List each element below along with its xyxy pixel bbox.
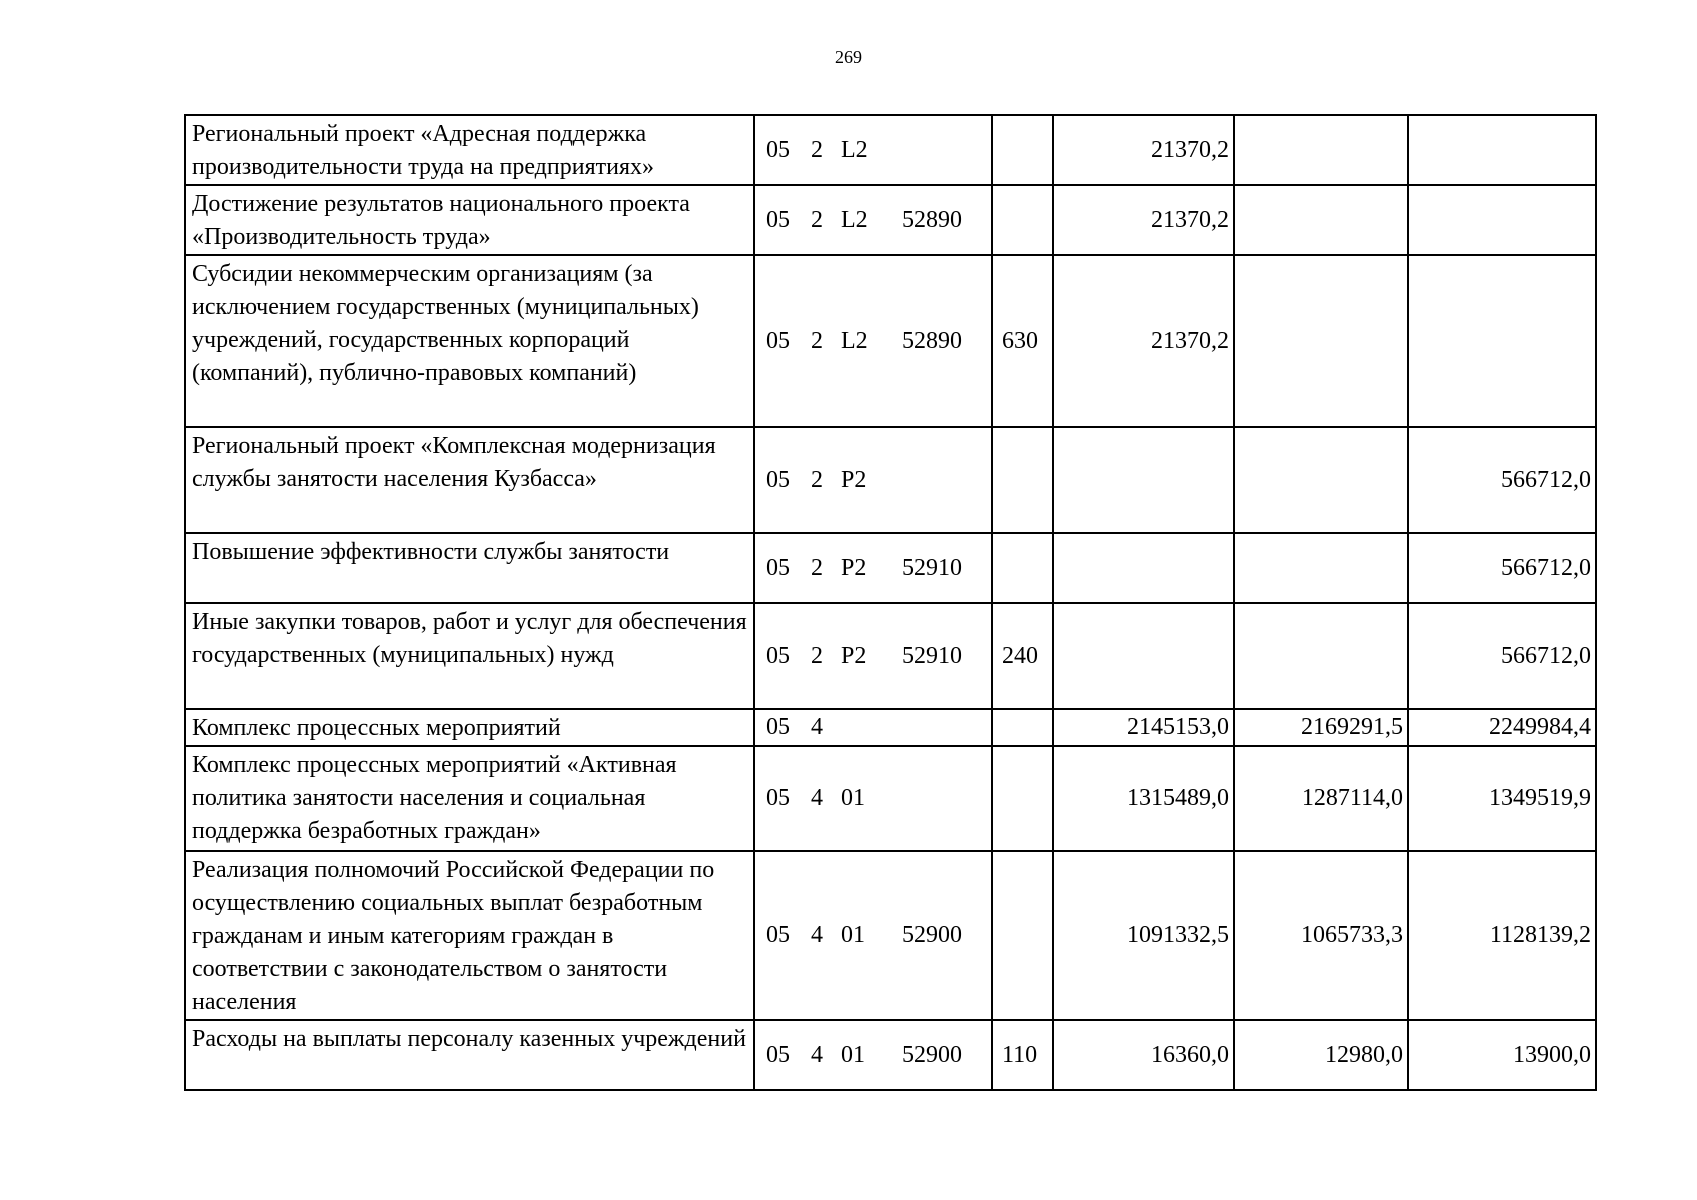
table-row <box>185 603 1596 709</box>
code-part: 05 <box>766 922 790 948</box>
code-part: 52900 <box>902 1041 962 1068</box>
row-value-2: 1287114,0 <box>1234 746 1408 851</box>
row-value-2 <box>1234 185 1408 255</box>
row-value-2 <box>1234 533 1408 603</box>
code-part: 2 <box>811 642 823 669</box>
table-row <box>185 185 1596 255</box>
row-value-3: 1349519,9 <box>1408 746 1596 851</box>
code-part: 4 <box>811 785 823 811</box>
code-part: 2 <box>811 466 823 493</box>
row-expense-type <box>992 851 1053 1020</box>
table-row <box>185 851 1596 1020</box>
row-value-1: 21370,2 <box>1053 255 1234 427</box>
code-part: 4 <box>811 714 823 740</box>
code-part: 2 <box>811 554 823 581</box>
row-code <box>754 255 992 427</box>
table-row <box>185 1020 1596 1090</box>
budget-table <box>184 114 1597 1091</box>
code-part: 01 <box>841 1041 865 1068</box>
code-part: 05 <box>766 785 790 811</box>
row-code <box>754 603 992 709</box>
row-code <box>754 427 992 533</box>
code-part: 01 <box>841 922 865 948</box>
code-part: P2 <box>841 554 867 581</box>
row-name: Комплекс процессных мероприятий <box>185 709 754 746</box>
code-part: L2 <box>841 206 868 233</box>
row-value-1: 16360,0 <box>1053 1020 1234 1090</box>
code-part: 4 <box>811 922 823 948</box>
code-part: 52900 <box>902 922 962 948</box>
row-code <box>754 746 992 851</box>
row-value-3 <box>1408 185 1596 255</box>
code-part: 05 <box>766 714 790 740</box>
row-value-1: 2145153,0 <box>1053 709 1234 746</box>
row-expense-type <box>992 709 1053 746</box>
row-name: Расходы на выплаты персоналу казенных учреждений <box>185 1020 754 1090</box>
row-code <box>754 1020 992 1090</box>
row-value-2: 2169291,5 <box>1234 709 1408 746</box>
code-part: 2 <box>811 327 823 354</box>
row-expense-type <box>992 533 1053 603</box>
code-part: 52890 <box>902 327 962 354</box>
row-name: Иные закупки товаров, работ и услуг для обеспечения государственных (муниципальных) нужд <box>185 603 754 709</box>
row-value-3: 2249984,4 <box>1408 709 1596 746</box>
row-value-2: 1065733,3 <box>1234 851 1408 1020</box>
code-part: P2 <box>841 466 867 493</box>
code-part: L2 <box>841 136 868 163</box>
row-expense-type: 630 <box>992 255 1053 427</box>
row-name: Комплекс процессных мероприятий «Активная политика занятости населения и социальная поддержка безработных граждан» <box>185 746 754 851</box>
row-code <box>754 851 992 1020</box>
code-part: 4 <box>811 1041 823 1068</box>
row-value-2: 12980,0 <box>1234 1020 1408 1090</box>
row-code <box>754 185 992 255</box>
table-row <box>185 746 1596 851</box>
code-part: 52910 <box>902 642 962 669</box>
page-number: 269 <box>835 47 862 67</box>
row-code <box>754 533 992 603</box>
code-part: L2 <box>841 327 868 354</box>
code-part: 2 <box>811 136 823 163</box>
row-name: Реализация полномочий Российской Федерации по осуществлению социальных выплат безработным гражданам и иным категориям граждан в соответствии с законодательством о занятости населения <box>185 851 754 1020</box>
table-row <box>185 255 1596 427</box>
row-expense-type <box>992 746 1053 851</box>
row-expense-type: 240 <box>992 603 1053 709</box>
code-part: 2 <box>811 206 823 233</box>
row-code <box>754 709 992 746</box>
code-part: 05 <box>766 206 790 233</box>
row-value-1 <box>1053 533 1234 603</box>
row-value-2 <box>1234 255 1408 427</box>
row-name: Достижение результатов национального проекта «Производительность труда» <box>185 185 754 255</box>
row-name: Субсидии некоммерческим организациям (за исключением государственных (муниципальных) учреждений, государственных корпораций (компаний), публично-правовых компаний) <box>185 255 754 427</box>
row-expense-type <box>992 185 1053 255</box>
row-value-3: 566712,0 <box>1408 533 1596 603</box>
row-name: Повышение эффективности службы занятости <box>185 533 754 603</box>
table-row <box>185 533 1596 603</box>
code-part: 52890 <box>902 206 962 233</box>
row-value-1: 1315489,0 <box>1053 746 1234 851</box>
row-name: Региональный проект «Адресная поддержка производительности труда на предприятиях» <box>185 115 754 185</box>
code-part: 52910 <box>902 554 962 581</box>
row-code <box>754 115 992 185</box>
row-name: Региональный проект «Комплексная модернизация службы занятости населения Кузбасса» <box>185 427 754 533</box>
row-value-1: 21370,2 <box>1053 115 1234 185</box>
row-value-2 <box>1234 115 1408 185</box>
code-part: 05 <box>766 642 790 669</box>
row-value-3 <box>1408 115 1596 185</box>
code-part: 05 <box>766 327 790 354</box>
row-value-1 <box>1053 603 1234 709</box>
table-row <box>185 115 1596 185</box>
row-value-1: 21370,2 <box>1053 185 1234 255</box>
code-part: 05 <box>766 466 790 493</box>
table-row <box>185 709 1596 746</box>
code-part: P2 <box>841 642 867 669</box>
table-row <box>185 427 1596 533</box>
row-expense-type: 110 <box>992 1020 1053 1090</box>
row-expense-type <box>992 427 1053 533</box>
row-value-2 <box>1234 427 1408 533</box>
row-value-2 <box>1234 603 1408 709</box>
row-value-3: 13900,0 <box>1408 1020 1596 1090</box>
row-value-3: 566712,0 <box>1408 427 1596 533</box>
row-expense-type <box>992 115 1053 185</box>
row-value-3: 1128139,2 <box>1408 851 1596 1020</box>
code-part: 05 <box>766 136 790 163</box>
row-value-3 <box>1408 255 1596 427</box>
code-part: 01 <box>841 785 865 811</box>
row-value-1 <box>1053 427 1234 533</box>
row-value-3: 566712,0 <box>1408 603 1596 709</box>
code-part: 05 <box>766 1041 790 1068</box>
row-value-1: 1091332,5 <box>1053 851 1234 1020</box>
code-part: 05 <box>766 554 790 581</box>
